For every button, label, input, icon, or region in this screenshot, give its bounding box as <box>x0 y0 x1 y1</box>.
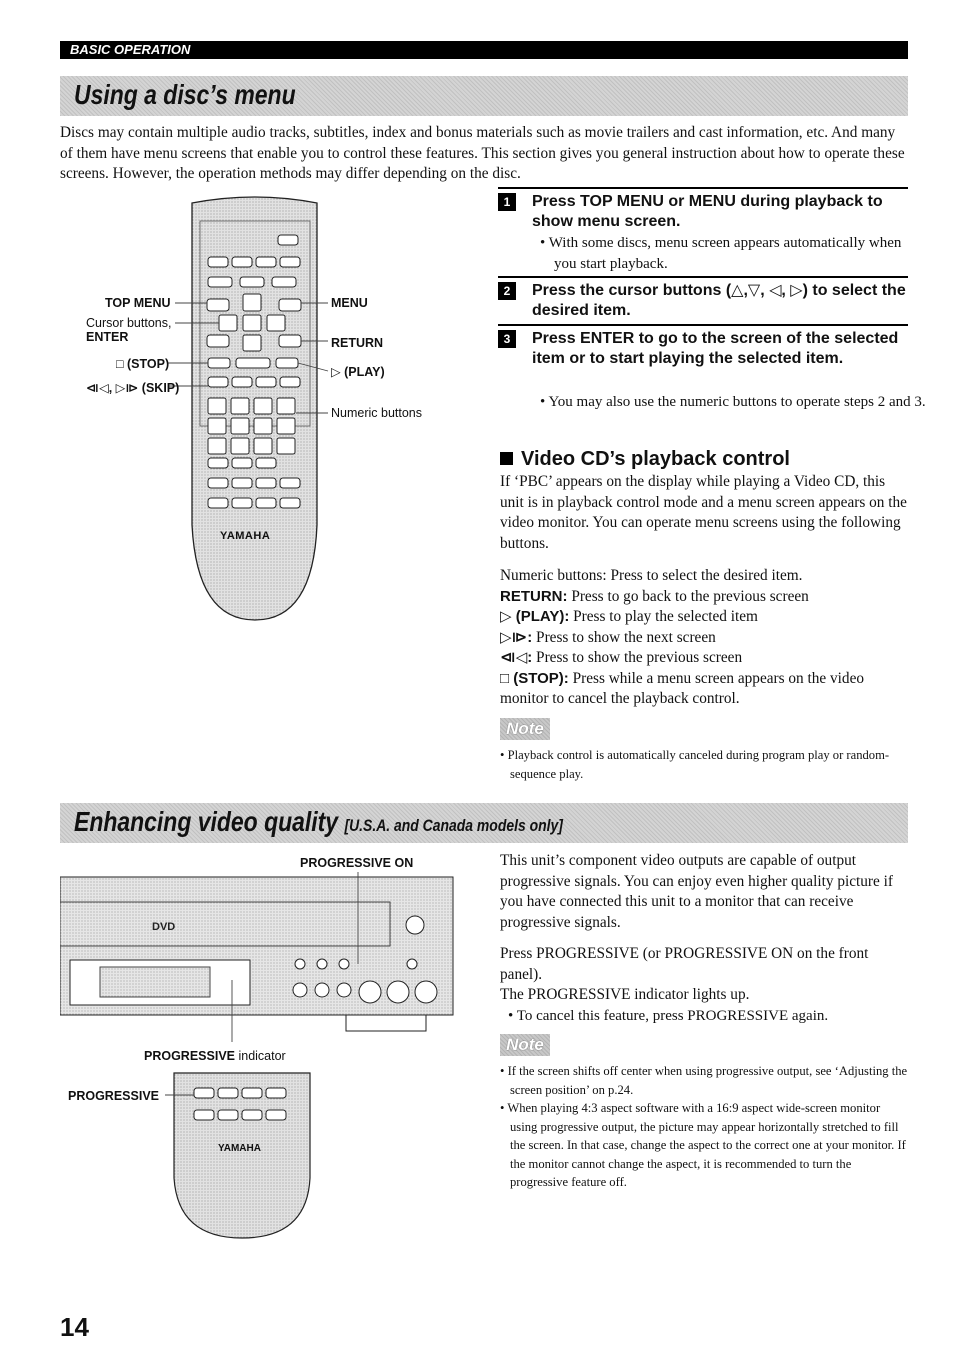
cursor-buttons-label: Cursor buttons, <box>86 316 172 330</box>
section-title-band <box>60 76 908 116</box>
progressive-button-label: PROGRESSIVE <box>68 1089 159 1103</box>
progressive-paragraph-2: Press PROGRESSIVE (or PROGRESSIVE ON on the front panel). <box>500 945 869 983</box>
play-label: ▷ (PLAY) <box>331 365 385 379</box>
dvd-player-illustration <box>60 872 460 1042</box>
intro-paragraph: Discs may contain multiple audio tracks, subtitles, index and bonus materials such as movie trailers and cast information, etc. And many of them have menu screens that enable you to control these features. This section gives you general instruction about how to operate these screens. However, the operation methods may differ depending on the disc. <box>60 124 905 182</box>
remote-brand-logo: YAMAHA <box>220 530 271 542</box>
step-1-title: Press TOP MENU or MENU during playback to show menu screen. <box>532 193 883 230</box>
enter-label: ENTER <box>86 330 129 344</box>
progressive-paragraph-1: This unit’s component video outputs are capable of output progressive signals. You can enjoy even higher quality picture if you have connected this unit to a monitor that can receive progressive signals. <box>500 852 893 931</box>
note-1-text <box>500 746 910 783</box>
note-2-label: Note <box>500 1034 550 1056</box>
vcd-return-line: RETURN: Press to go back to the previous screen <box>500 587 809 605</box>
step-1-bullet: • With some discs, menu screen appears automatically when you start playback. <box>540 235 902 272</box>
vcd-stop-line: □ (STOP): Press while a menu screen appears on the video monitor to cancel the playback control. <box>500 669 865 707</box>
step-3-title: Press ENTER to go to the screen of the selected item or to start playing the selected item. <box>532 330 899 367</box>
page-number: 14 <box>60 1312 89 1342</box>
remote-partial-brand-logo: YAMAHA <box>218 1143 261 1154</box>
section-header-bar <box>60 41 908 59</box>
step-2-title: Press the cursor buttons (△,▽, ◁, ▷) to select the desired item. <box>532 282 906 319</box>
note-2-text <box>500 1062 910 1192</box>
section-2-title: Enhancing video quality [U.S.A. and Canada models only] <box>74 806 563 837</box>
vcd-play-line: ▷ (PLAY): Press to play the selected item <box>500 608 758 625</box>
svg-text:DVD: DVD <box>152 921 176 933</box>
vcd-prev-line: ⧏◁: Press to show the previous screen <box>500 649 743 666</box>
note-2-item: • When playing 4:3 aspect software with a 16:9 aspect wide-screen monitor using progressive output, the picture may appear horizontally stretched to fill the screen. In that case, change the aspect to the correct one at your monitor. If the monitor cannot change the aspect, it is recommended to turn the progressive feature off. <box>500 1101 906 1189</box>
step-1-number: 1 <box>498 193 516 211</box>
step-3-bullet: • You may also use the numeric buttons to operate steps 2 and 3. <box>540 394 926 410</box>
section-2-title-band <box>60 803 908 843</box>
step-3-number: 3 <box>498 330 516 348</box>
step-3-rule <box>498 324 908 326</box>
note-1-item: • Playback control is automatically canceled during program play or random-sequence play. <box>500 748 890 781</box>
vcd-numeric-line: Numeric buttons: Press to select the desired item. <box>500 567 803 584</box>
stop-label: □ (STOP) <box>116 357 170 371</box>
progressive-indicator-caption: PROGRESSIVE indicator <box>144 1049 286 1063</box>
section-header-label: BASIC OPERATION <box>70 42 191 57</box>
square-bullet-icon <box>500 452 513 465</box>
section-title: Using a disc’s menu <box>74 79 296 110</box>
note-2-item: • If the screen shifts off center when using progressive output, see ‘Adjusting the screen position’ on p.24. <box>500 1064 908 1097</box>
vcd-heading: Video CD’s playback control <box>500 448 790 471</box>
top-menu-label: TOP MENU <box>105 296 171 310</box>
step-1-rule <box>498 187 908 189</box>
return-label: RETURN <box>331 336 384 350</box>
vcd-paragraph: If ‘PBC’ appears on the display while playing a Video CD, this unit is in playback control mode and a menu screen appears on the video monitor. You can operate menu screens using the following buttons. <box>500 473 907 552</box>
numeric-buttons-label: Numeric buttons <box>331 406 423 420</box>
progressive-paragraph-3: The PROGRESSIVE indicator lights up. <box>500 986 750 1003</box>
note-1-label: Note <box>500 718 550 740</box>
vcd-next-line: ▷⧐: Press to show the next screen <box>500 628 716 646</box>
progressive-on-label: PROGRESSIVE ON <box>300 856 414 870</box>
step-2-number: 2 <box>498 282 516 300</box>
skip-label: ⧏◁, ▷⧐ (SKIP) <box>86 381 180 395</box>
vcd-button-list <box>500 566 910 710</box>
progressive-bullet: • To cancel this feature, press PROGRESSIVE again. <box>508 1008 829 1024</box>
menu-label: MENU <box>331 296 368 310</box>
step-2-rule <box>498 276 908 278</box>
